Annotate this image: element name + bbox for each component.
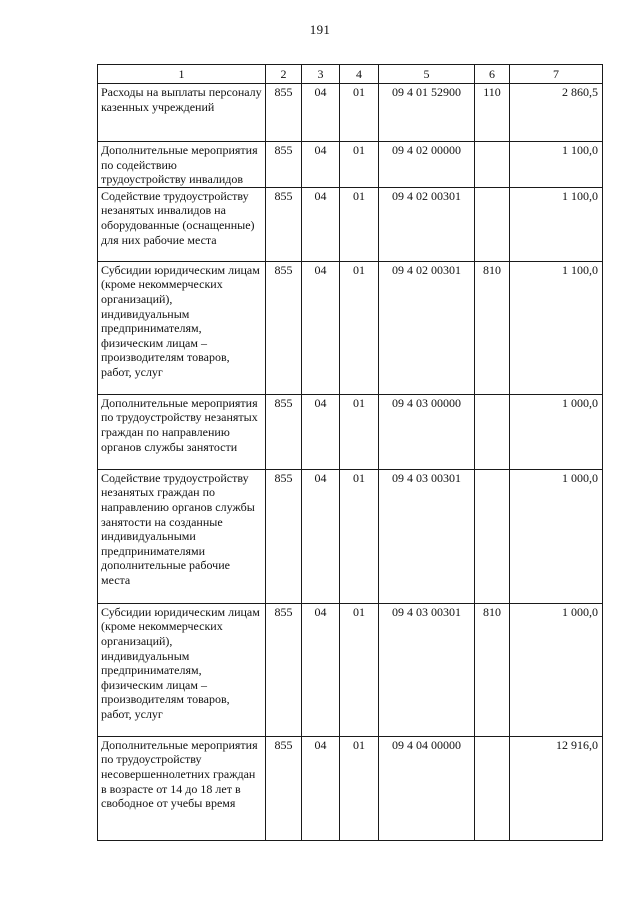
column-header: 1 bbox=[98, 65, 266, 84]
target-item-cell: 09 4 03 00301 bbox=[379, 469, 475, 603]
expense-type-cell: 810 bbox=[475, 261, 510, 394]
subsection-cell: 01 bbox=[340, 736, 379, 840]
subsection-cell: 01 bbox=[340, 187, 379, 261]
target-item-cell: 09 4 04 00000 bbox=[379, 736, 475, 840]
amount-cell: 12 916,0 bbox=[510, 736, 603, 840]
admin-code-cell: 855 bbox=[266, 187, 302, 261]
subsection-cell: 01 bbox=[340, 142, 379, 188]
column-header: 7 bbox=[510, 65, 603, 84]
table-row bbox=[98, 736, 603, 840]
target-item-cell: 09 4 01 52900 bbox=[379, 84, 475, 142]
expense-type-cell bbox=[475, 469, 510, 603]
table-header-row bbox=[98, 65, 603, 84]
amount-cell: 2 860,5 bbox=[510, 84, 603, 142]
column-header: 6 bbox=[475, 65, 510, 84]
row-name-cell: Содействие трудоустройству незанятых граждан по направлению органов службы занятости на созданные индивидуальными предпринимателями дополнительные рабочие места bbox=[98, 469, 266, 603]
table-row bbox=[98, 187, 603, 261]
admin-code-cell: 855 bbox=[266, 736, 302, 840]
row-name-cell: Дополнительные мероприятия по трудоустройству незанятых граждан по направлению органов службы занятости bbox=[98, 394, 266, 469]
page-number: 191 bbox=[309, 22, 331, 37]
amount-cell: 1 000,0 bbox=[510, 394, 603, 469]
target-item-cell: 09 4 02 00000 bbox=[379, 142, 475, 188]
column-header: 4 bbox=[340, 65, 379, 84]
row-name-cell: Содействие трудоустройству незанятых инвалидов на оборудованные (оснащенные) для них рабочие места bbox=[98, 187, 266, 261]
amount-cell: 1 100,0 bbox=[510, 261, 603, 394]
amount-cell: 1 100,0 bbox=[510, 187, 603, 261]
section-cell: 04 bbox=[302, 603, 340, 736]
budget-table bbox=[97, 64, 603, 841]
section-cell: 04 bbox=[302, 469, 340, 603]
row-name-cell: Дополнительные мероприятия по трудоустройству несовершеннолетних граждан в возрасте от 14 до 18 лет в свободное от учебы время bbox=[98, 736, 266, 840]
expense-type-cell: 810 bbox=[475, 603, 510, 736]
admin-code-cell: 855 bbox=[266, 261, 302, 394]
section-cell: 04 bbox=[302, 261, 340, 394]
row-name-cell: Дополнительные мероприятия по содействию трудоустройству инвалидов bbox=[98, 142, 266, 188]
subsection-cell: 01 bbox=[340, 394, 379, 469]
table-row bbox=[98, 261, 603, 394]
table-row bbox=[98, 142, 603, 188]
expense-type-cell bbox=[475, 187, 510, 261]
subsection-cell: 01 bbox=[340, 84, 379, 142]
row-name-cell: Субсидии юридическим лицам (кроме некоммерческих организаций), индивидуальным предпринимателям, физическим лицам – производителям товаров, работ, услуг bbox=[98, 603, 266, 736]
target-item-cell: 09 4 03 00301 bbox=[379, 603, 475, 736]
section-cell: 04 bbox=[302, 736, 340, 840]
amount-cell: 1 100,0 bbox=[510, 142, 603, 188]
column-header: 5 bbox=[379, 65, 475, 84]
target-item-cell: 09 4 02 00301 bbox=[379, 261, 475, 394]
expense-type-cell bbox=[475, 142, 510, 188]
expense-type-cell bbox=[475, 736, 510, 840]
column-header: 2 bbox=[266, 65, 302, 84]
section-cell: 04 bbox=[302, 142, 340, 188]
admin-code-cell: 855 bbox=[266, 84, 302, 142]
row-name-cell: Расходы на выплаты персоналу казенных учреждений bbox=[98, 84, 266, 142]
column-header: 3 bbox=[302, 65, 340, 84]
subsection-cell: 01 bbox=[340, 603, 379, 736]
section-cell: 04 bbox=[302, 394, 340, 469]
section-cell: 04 bbox=[302, 84, 340, 142]
admin-code-cell: 855 bbox=[266, 142, 302, 188]
subsection-cell: 01 bbox=[340, 261, 379, 394]
admin-code-cell: 855 bbox=[266, 603, 302, 736]
target-item-cell: 09 4 03 00000 bbox=[379, 394, 475, 469]
admin-code-cell: 855 bbox=[266, 394, 302, 469]
amount-cell: 1 000,0 bbox=[510, 603, 603, 736]
expense-type-cell bbox=[475, 394, 510, 469]
expense-type-cell: 110 bbox=[475, 84, 510, 142]
section-cell: 04 bbox=[302, 187, 340, 261]
row-name-cell: Субсидии юридическим лицам (кроме некоммерческих организаций), индивидуальным предпринимателям, физическим лицам – производителям товаров, работ, услуг bbox=[98, 261, 266, 394]
table-row bbox=[98, 603, 603, 736]
target-item-cell: 09 4 02 00301 bbox=[379, 187, 475, 261]
subsection-cell: 01 bbox=[340, 469, 379, 603]
table-row bbox=[98, 394, 603, 469]
admin-code-cell: 855 bbox=[266, 469, 302, 603]
table-row bbox=[98, 469, 603, 603]
amount-cell: 1 000,0 bbox=[510, 469, 603, 603]
table-row bbox=[98, 84, 603, 142]
